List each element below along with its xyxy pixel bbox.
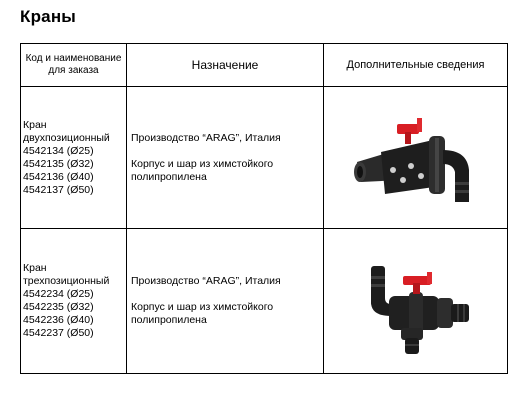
product-code: 4542135 (Ø32)	[23, 157, 94, 170]
image-cell	[324, 229, 508, 374]
material-text: Корпус и шар из химстойкого полипропилена	[131, 157, 274, 183]
product-code: 4542237 (Ø50)	[23, 327, 94, 339]
producer-text: Производство “ARAG”, Италия	[131, 275, 281, 287]
table-header-row	[21, 44, 508, 87]
material-text: Корпус и шар из химстойкого полипропилена	[131, 301, 274, 326]
product-name: Кран	[23, 118, 47, 131]
two-way-valve-photo	[351, 110, 481, 206]
product-code: 4542234 (Ø25)	[23, 288, 94, 300]
product-name: Кран	[23, 262, 47, 274]
header-extra: Дополнительные сведения	[324, 44, 508, 87]
product-type: трехпозиционный	[23, 275, 110, 287]
producer-text: Производство “ARAG”, Италия	[131, 131, 281, 144]
header-purpose: Назначение	[127, 44, 324, 87]
purpose-cell	[127, 87, 324, 229]
product-table	[20, 43, 508, 374]
product-code: 4542136 (Ø40)	[23, 170, 94, 183]
purpose-cell	[127, 229, 324, 374]
code-cell	[21, 87, 127, 229]
code-cell	[21, 229, 127, 374]
product-type: двухпозиционный	[23, 131, 110, 144]
page-title: Краны	[20, 7, 77, 26]
product-code: 4542236 (Ø40)	[23, 314, 94, 326]
product-code: 4542235 (Ø32)	[23, 301, 94, 313]
product-code: 4542134 (Ø25)	[23, 144, 94, 157]
product-code: 4542137 (Ø50)	[23, 183, 94, 196]
image-cell	[324, 87, 508, 229]
table-row	[21, 87, 508, 229]
header-code: Код и наименование для заказа	[21, 44, 127, 87]
table-row	[21, 229, 508, 374]
three-way-valve-photo	[351, 246, 481, 356]
